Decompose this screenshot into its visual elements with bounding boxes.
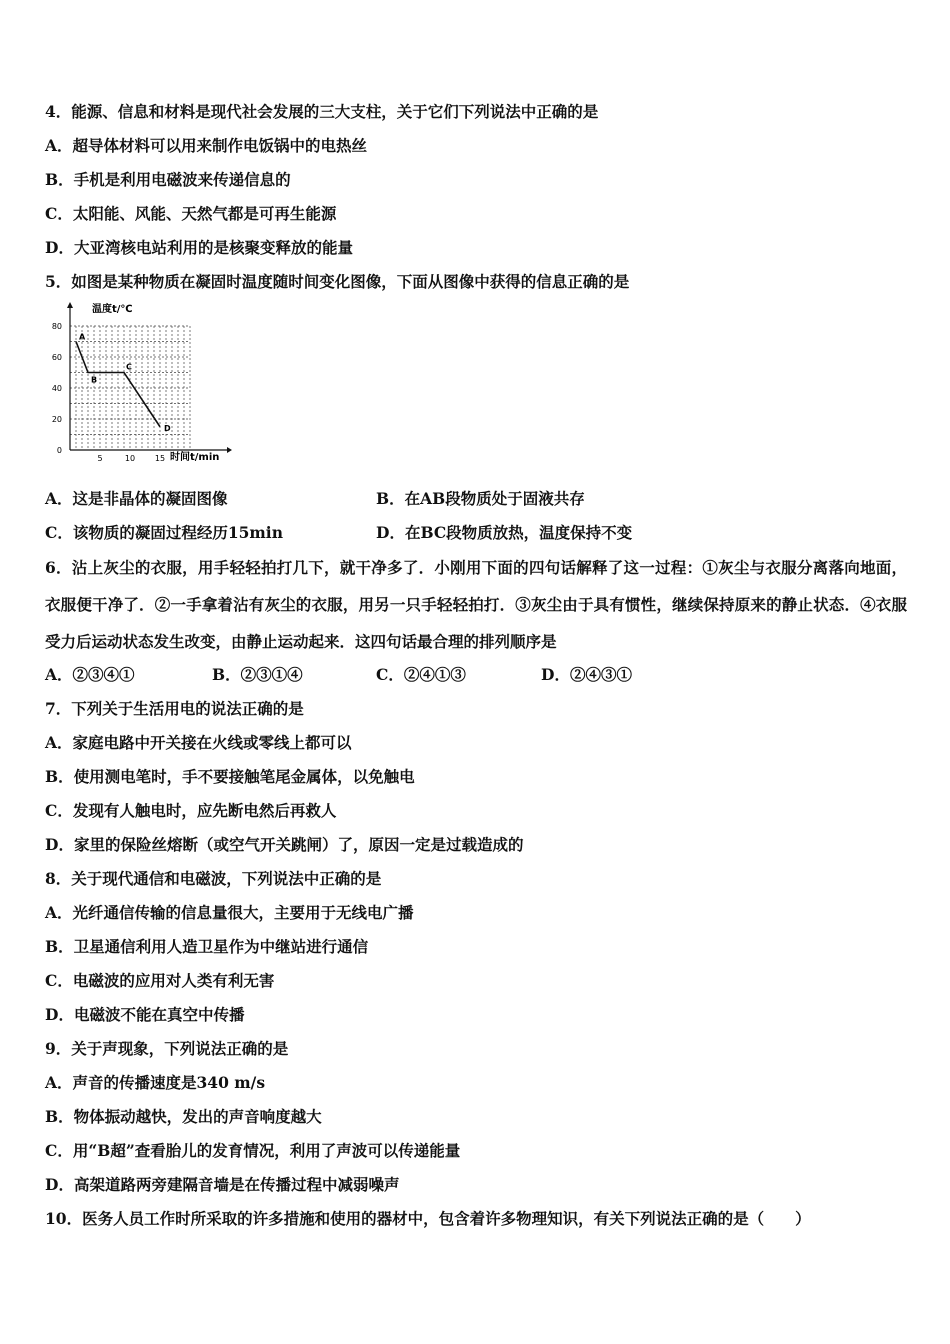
q7-option-c: C．发现有人触电时，应先断电然后再救人 — [45, 801, 337, 820]
q9-option-a: A．声音的传播速度是340 m/s — [45, 1073, 266, 1092]
q5-option-b: B．在AB段物质处于固液共存 — [376, 489, 585, 508]
q6-stem: 6．沾上灰尘的衣服，用手轻轻拍打几下，就干净多了．小刚用下面的四句话解释了这一过程：①灰尘与衣服分离落向地面，衣服便干净了．②一手拿着沾有灰尘的衣服，用另一只手轻轻拍打．③灰尘由于具有惯性，继续保持原来的静止状态．④衣服受力后运动状态发生改变，由静止运动起来．这四句话最合理的排列顺序是 — [45, 558, 907, 651]
q4-option-b: B．手机是利用电磁波来传递信息的 — [45, 170, 291, 189]
chart-y-axis-label: 温度t/℃ — [92, 304, 133, 315]
q6-option-a: A．②③④① — [45, 665, 135, 684]
q9-stem: 9．关于声现象，下列说法正确的是 — [45, 1039, 289, 1058]
q8-stem: 8．关于现代通信和电磁波，下列说法中正确的是 — [45, 869, 382, 888]
q4-option-c: C．太阳能、风能、天然气都是可再生能源 — [45, 204, 337, 223]
q7-option-a: A．家庭电路中开关接在火线或零线上都可以 — [45, 733, 352, 752]
q8-option-d: D．电磁波不能在真空中传播 — [45, 1005, 245, 1024]
temperature-time-chart — [42, 298, 242, 470]
y-tick-label: 0 — [56, 446, 62, 455]
x-tick-label: 10 — [124, 454, 136, 463]
q7-option-b: B．使用测电笔时，手不要接触笔尾金属体，以免触电 — [45, 767, 415, 786]
q4-option-d: D．大亚湾核电站利用的是核聚变释放的能量 — [45, 238, 353, 257]
chart-x-axis-label: 时间t/min — [170, 452, 220, 463]
q9-option-d: D．高架道路两旁建隔音墙是在传播过程中减弱噪声 — [45, 1175, 400, 1194]
q6-option-c: C．②④①③ — [376, 665, 466, 684]
q5-option-a: A．这是非晶体的凝固图像 — [45, 489, 228, 508]
x-tick-label: 5 — [97, 454, 103, 463]
q8-option-b: B．卫星通信利用人造卫星作为中继站进行通信 — [45, 937, 369, 956]
q9-option-b: B．物体振动越快，发出的声音响度越大 — [45, 1107, 322, 1126]
q8-option-a: A．光纤通信传输的信息量很大，主要用于无线电广播 — [45, 903, 414, 922]
y-tick-label: 20 — [51, 415, 62, 424]
chart-series — [76, 333, 171, 433]
chart-grid — [70, 326, 190, 450]
y-tick-label: 60 — [51, 353, 62, 362]
y-tick-label: 80 — [51, 322, 62, 331]
q4-option-a: A．超导体材料可以用来制作电饭锅中的电热丝 — [45, 136, 368, 155]
q5-option-d: D．在BC段物质放热，温度保持不变 — [376, 523, 633, 542]
q5-option-c: C．该物质的凝固过程经历15min — [45, 523, 283, 542]
point-label: A — [79, 332, 86, 342]
point-label: B — [91, 375, 98, 385]
q6-option-d: D．②④③① — [541, 665, 632, 684]
q7-option-d: D．家里的保险丝熔断（或空气开关跳闸）了，原因一定是过载造成的 — [45, 835, 524, 854]
y-tick-label: 40 — [51, 384, 62, 393]
x-tick-label: 15 — [154, 454, 166, 463]
x-axis-arrow — [227, 447, 232, 453]
q8-option-c: C．电磁波的应用对人类有利无害 — [45, 971, 275, 990]
q7-stem: 7．下列关于生活用电的说法正确的是 — [45, 699, 304, 718]
point-label: D — [164, 423, 171, 433]
y-axis-arrow — [67, 302, 73, 308]
q9-option-c: C．用“B超”查看胎儿的发育情况，利用了声波可以传递能量 — [45, 1141, 461, 1160]
q5-stem: 5．如图是某种物质在凝固时温度随时间变化图像，下面从图像中获得的信息正确的是 — [45, 272, 630, 291]
point-label: C — [126, 362, 132, 372]
q10-stem: 10．医务人员工作时所采取的许多措施和使用的器材中，包含着许多物理知识，有关下列说法正确的是（ ） — [45, 1209, 811, 1228]
q6-option-b: B．②③①④ — [212, 665, 303, 684]
q4-stem: 4．能源、信息和材料是现代社会发展的三大支柱，关于它们下列说法中正确的是 — [45, 102, 599, 121]
